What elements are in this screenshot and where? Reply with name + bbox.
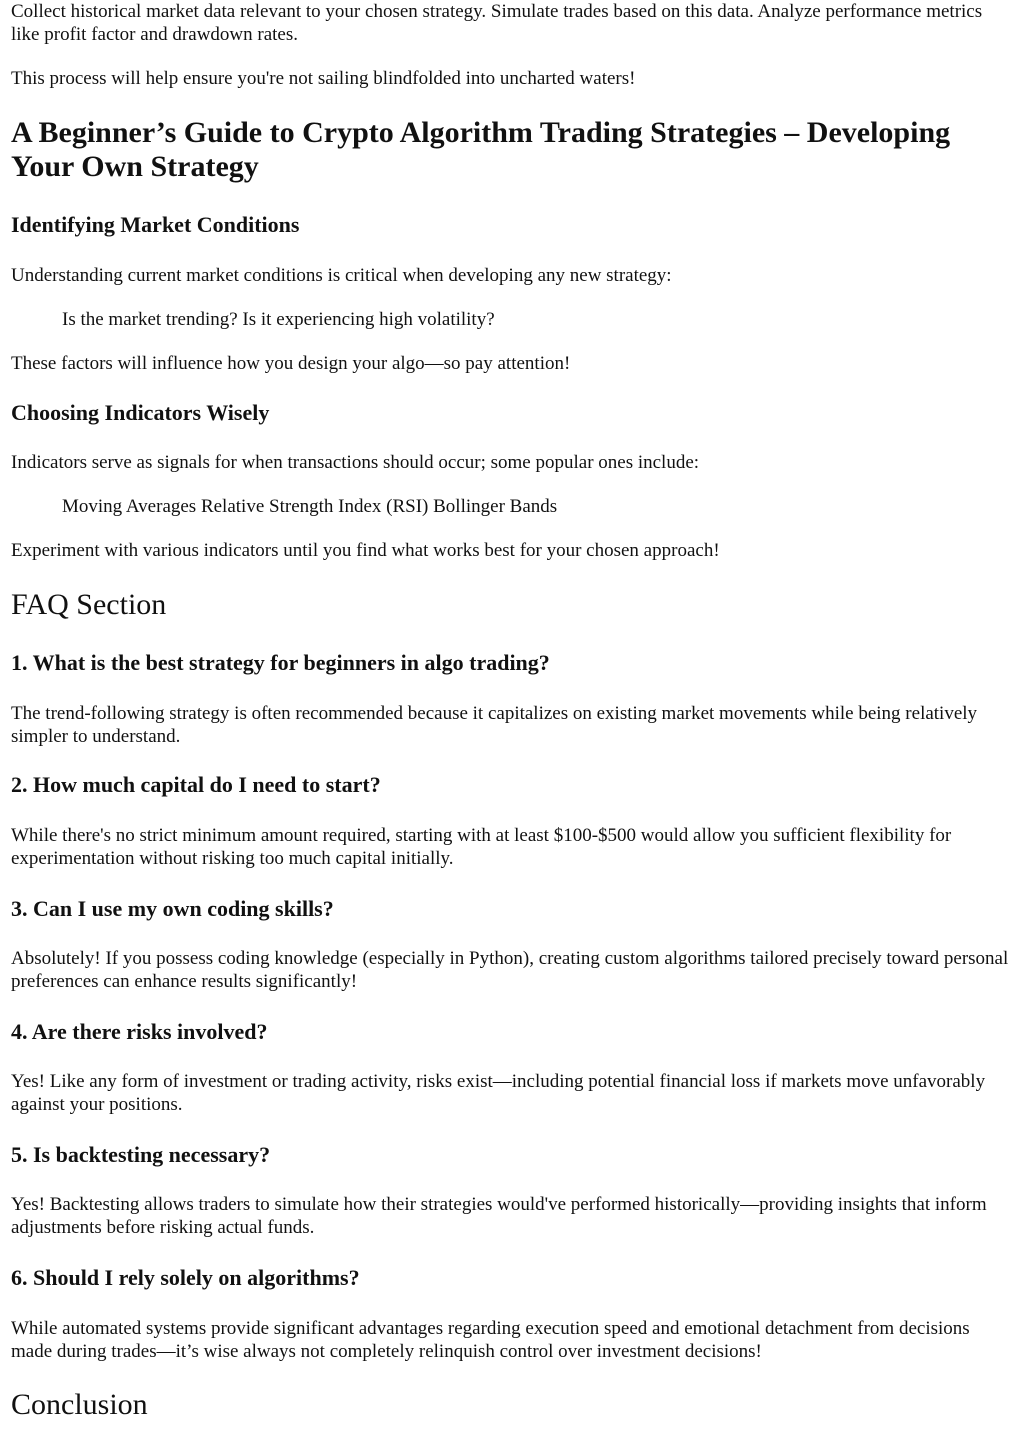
paragraph: Indicators serve as signals for when transactions should occur; some popular ones include:: [11, 452, 700, 473]
paragraph: Understanding current market conditions is critical when developing any new strategy:: [11, 265, 672, 286]
intro-paragraph: This process will help ensure you're not sailing blindfolded into uncharted waters!: [11, 68, 636, 89]
faq-answer: While automated systems provide significant advantages regarding execution speed and emotional detachment from decisions made during trades—it’s wise always not completely relinquish control over investment decisions!: [11, 1318, 970, 1362]
subsection-heading: Identifying Market Conditions: [11, 212, 300, 237]
conclusion-title: Conclusion: [11, 1388, 148, 1421]
faq-answer: The trend-following strategy is often recommended because it capitalizes on existing market movements while being relatively simpler to understand.: [11, 703, 978, 747]
faq-question: 2. How much capital do I need to start?: [11, 772, 381, 797]
faq-question: 6. Should I rely solely on algorithms?: [11, 1265, 360, 1290]
faq-answer: Yes! Like any form of investment or trading activity, risks exist—including potential financial loss if markets move unfavorably against your positions.: [11, 1071, 986, 1115]
subsection-heading: Choosing Indicators Wisely: [11, 400, 270, 425]
intro-paragraph: Collect historical market data relevant to your chosen strategy. Simulate trades based on this data. Analyze performance metrics like profit factor and drawdown rates.: [11, 1, 983, 45]
indented-item: Moving Averages Relative Strength Index (RSI) Bollinger Bands: [62, 496, 558, 517]
section-title: A Beginner’s Guide to Crypto Algorithm Trading Strategies – Developing Your Own Strategy: [11, 116, 951, 183]
paragraph: These factors will influence how you design your algo—so pay attention!: [11, 353, 571, 374]
faq-answer: Yes! Backtesting allows traders to simulate how their strategies would've performed historically—providing insights that inform adjustments before risking actual funds.: [11, 1194, 987, 1238]
faq-question: 3. Can I use my own coding skills?: [11, 896, 334, 921]
faq-question: 1. What is the best strategy for beginners in algo trading?: [11, 650, 550, 675]
faq-question: 4. Are there risks involved?: [11, 1019, 268, 1044]
paragraph: Experiment with various indicators until you find what works best for your chosen approach!: [11, 540, 720, 561]
indented-item: Is the market trending? Is it experiencing high volatility?: [62, 309, 495, 330]
faq-title: FAQ Section: [11, 588, 167, 621]
faq-answer: Absolutely! If you possess coding knowledge (especially in Python), creating custom algorithms tailored precisely toward personal preferences can enhance results significantly!: [11, 948, 1009, 992]
faq-answer: While there's no strict minimum amount required, starting with at least $100-$500 would allow you sufficient flexibility for experimentation without risking too much capital initially.: [11, 825, 952, 869]
faq-question: 5. Is backtesting necessary?: [11, 1142, 271, 1167]
